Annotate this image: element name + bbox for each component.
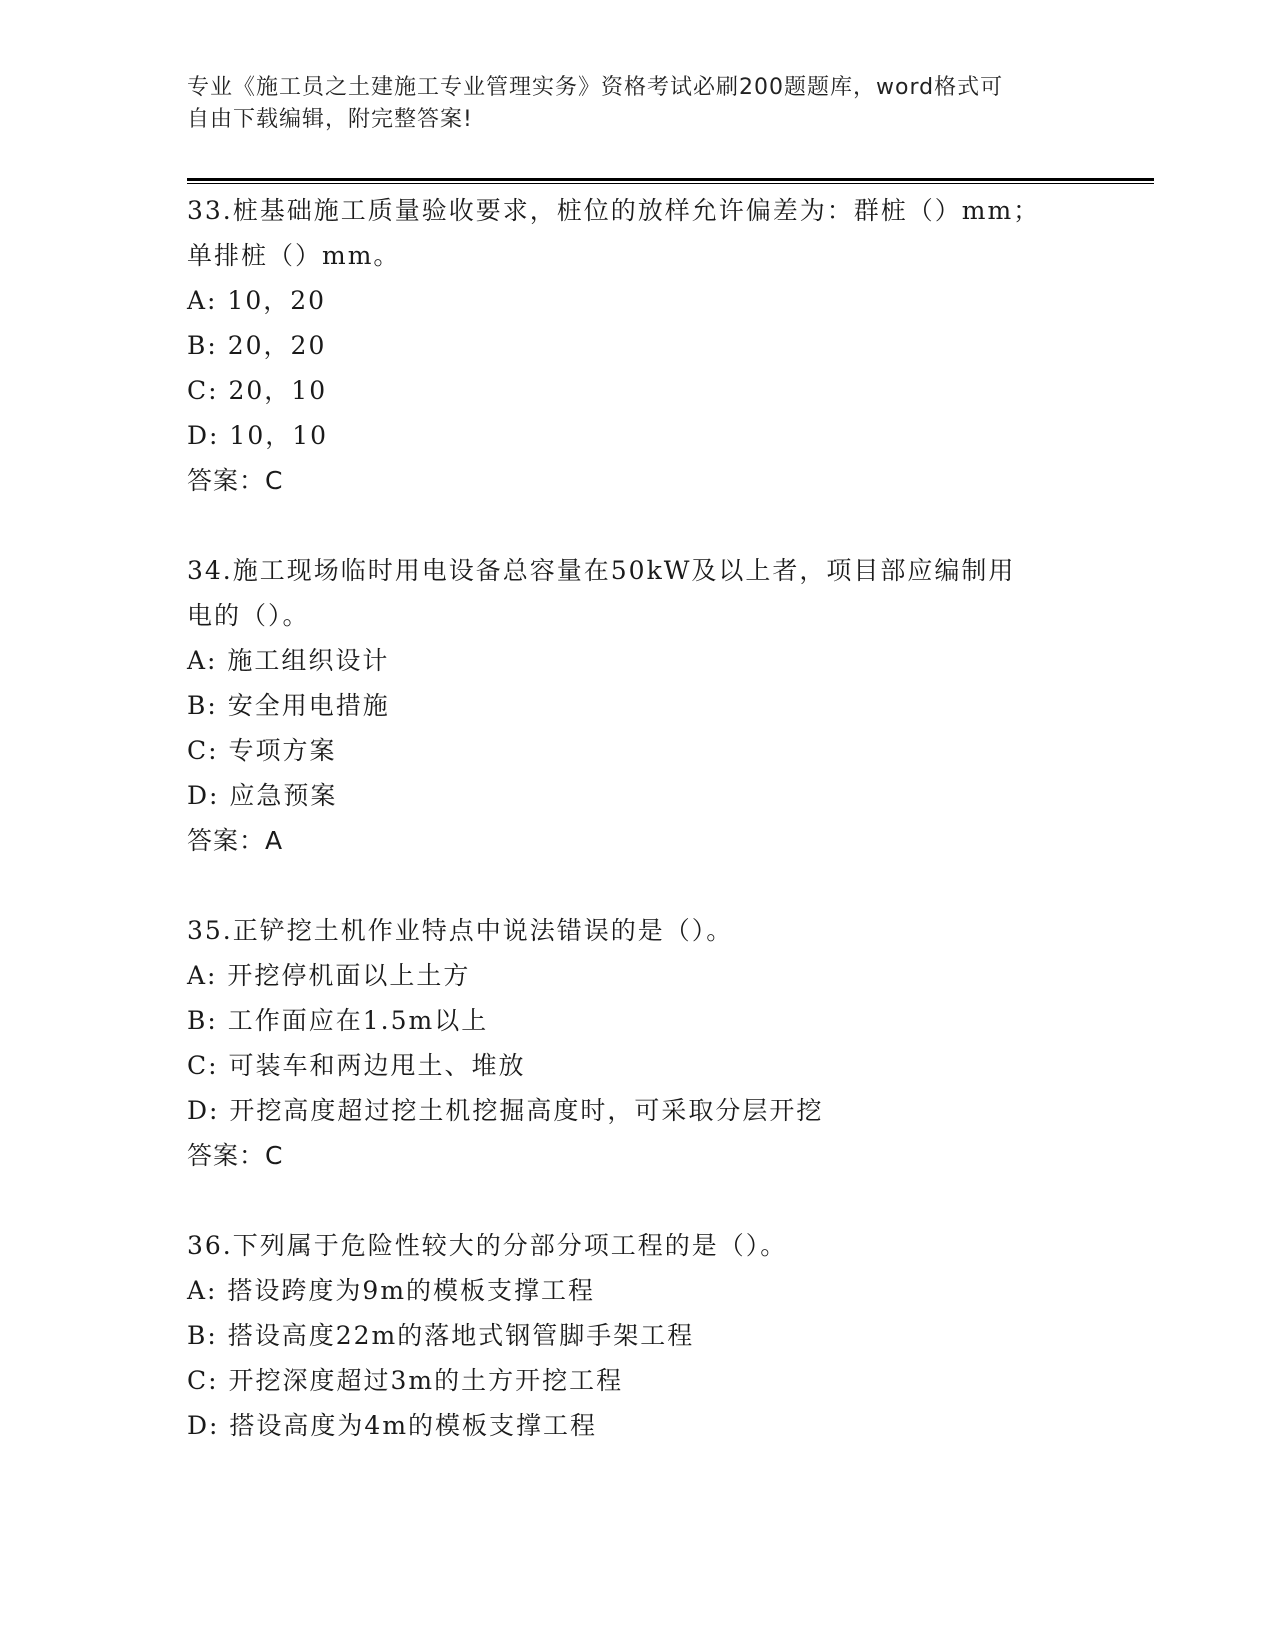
question-36 (187, 1223, 1087, 1448)
option-c: C: 20，10 (187, 376, 328, 405)
option-d: D: 搭设高度为4m的模板支撑工程 (187, 1411, 598, 1440)
option-a: A: 搭设跨度为9m的模板支撑工程 (187, 1276, 596, 1305)
stem-line: 35.正铲挖土机作业特点中说法错误的是（）。 (187, 916, 734, 945)
question-stem (187, 188, 1087, 278)
stem-line: 33.桩基础施工质量验收要求，桩位的放样允许偏差为：群桩（）mm； (187, 196, 1041, 225)
option-c: C: 可装车和两边甩土、堆放 (187, 1051, 526, 1080)
stem-line: 36.下列属于危险性较大的分部分项工程的是（）。 (187, 1231, 788, 1260)
document-header (187, 72, 1067, 136)
option-a: A: 施工组织设计 (187, 646, 390, 675)
answer: 答案：C (187, 466, 284, 495)
answer: 答案：C (187, 1141, 284, 1170)
option-d: D: 开挖高度超过挖土机挖掘高度时，可采取分层开挖 (187, 1096, 824, 1125)
option-a: A: 10，20 (187, 286, 327, 315)
option-c: C: 开挖深度超过3m的土方开挖工程 (187, 1366, 624, 1395)
question-stem (187, 1223, 1087, 1268)
option-d: D: 应急预案 (187, 781, 338, 810)
answer: 答案：A (187, 826, 284, 855)
option-c: C: 专项方案 (187, 736, 337, 765)
stem-line: 单排桩（）mm。 (187, 241, 401, 270)
question-35 (187, 908, 1087, 1178)
option-b: B: 搭设高度22m的落地式钢管脚手架工程 (187, 1321, 695, 1350)
option-a: A: 开挖停机面以上土方 (187, 961, 471, 990)
stem-line: 34.施工现场临时用电设备总容量在50kW及以上者，项目部应编制用 (187, 556, 1016, 585)
question-stem (187, 548, 1087, 638)
header-line: 自由下载编辑，附完整答案! (187, 107, 473, 132)
option-b: B: 20，20 (187, 331, 327, 360)
stem-line: 电的（）。 (187, 601, 310, 630)
header-divider-thin (187, 183, 1154, 184)
header-divider (187, 178, 1154, 181)
option-b: B: 工作面应在1.5m以上 (187, 1006, 489, 1035)
question-33 (187, 188, 1087, 503)
option-d: D: 10，10 (187, 421, 329, 450)
option-b: B: 安全用电措施 (187, 691, 390, 720)
question-34 (187, 548, 1087, 863)
header-line: 专业《施工员之土建施工专业管理实务》资格考试必刷200题题库，word格式可 (187, 75, 1004, 100)
question-stem (187, 908, 1087, 953)
